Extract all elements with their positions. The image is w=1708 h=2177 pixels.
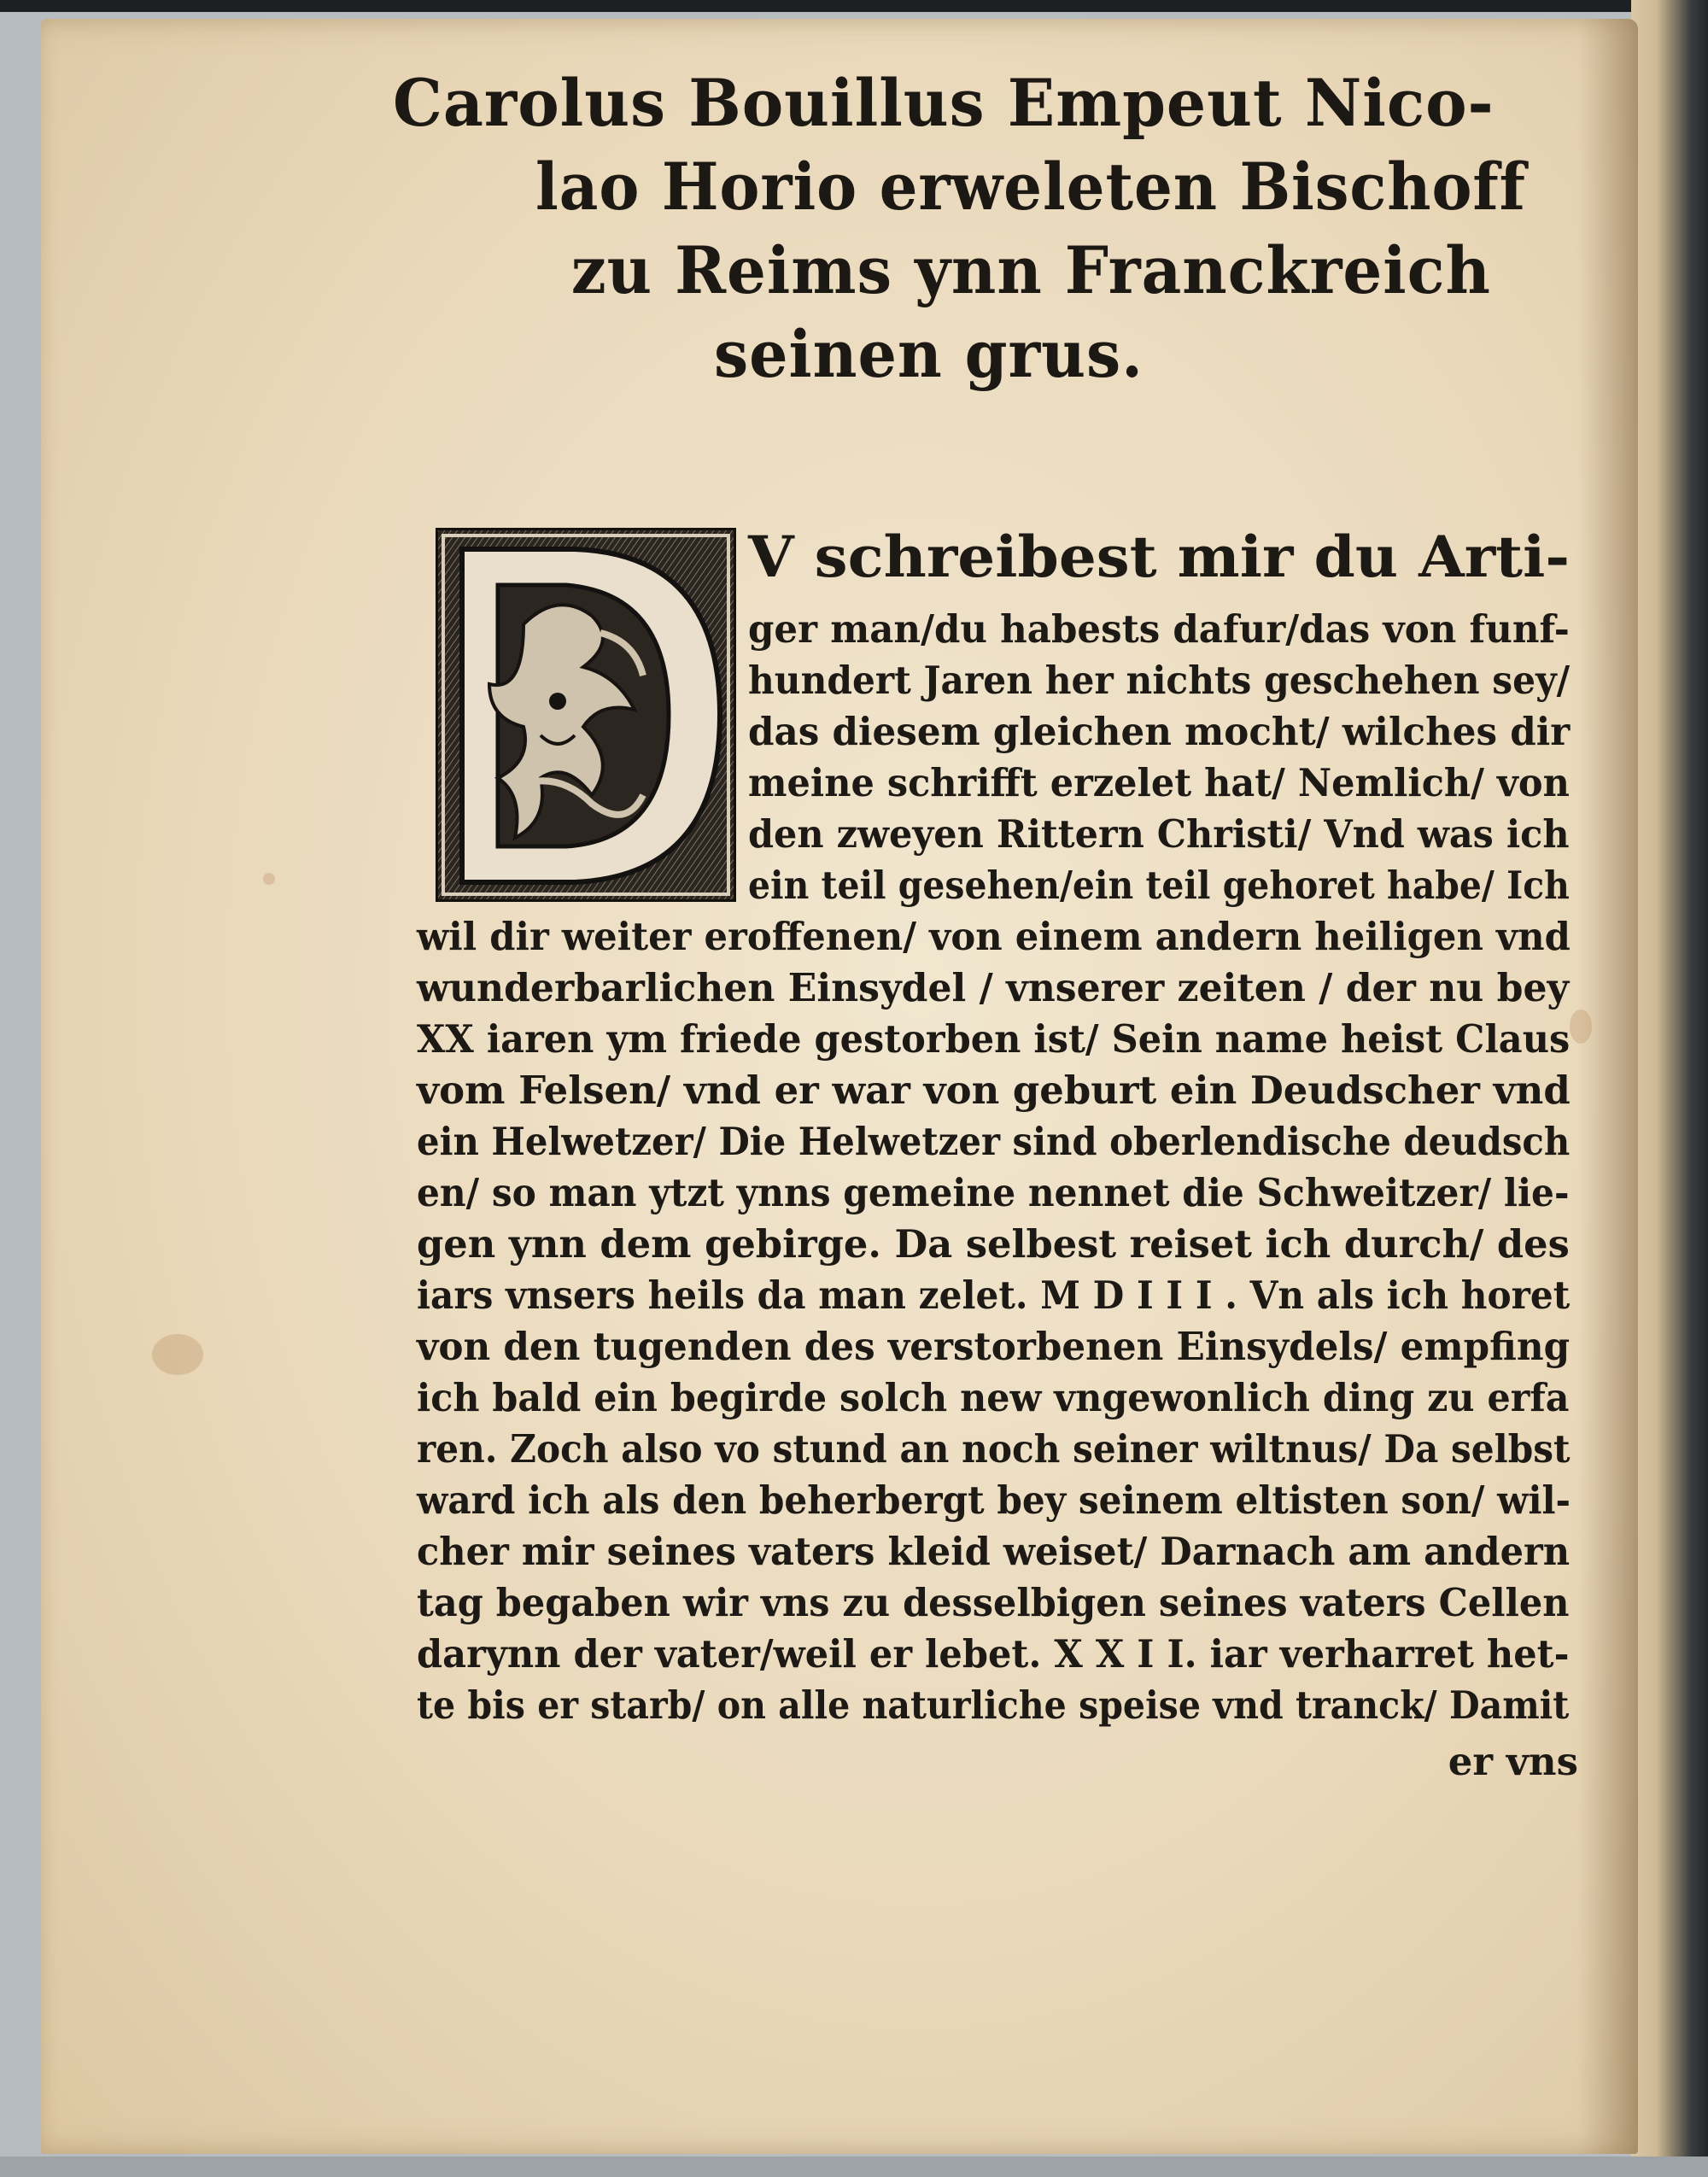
book-edge-right (1631, 0, 1708, 2177)
text-line: von den tugenden des verstorbenen Einsydels/ empfing (417, 1324, 1571, 1369)
text-line: ger man/du habests dafur/das von funf- (748, 606, 1570, 652)
text-line: ward ich als den beherbergt bey seinem eltisten son/ wil- (417, 1478, 1571, 1523)
text-line: den zweyen Rittern Christi/ Vnd was ich (748, 811, 1570, 857)
title-line-3: zu Reims ynn Franckreich (570, 232, 1491, 308)
text-line: meine schrifft erzelet hat/ Nemlich/ von (748, 760, 1570, 805)
text-line: ein Helwetzer/ Die Helwetzer sind oberlendische deudsch (417, 1119, 1571, 1164)
text-line: vom Felsen/ vnd er war von geburt ein Deudscher vnd (417, 1068, 1571, 1113)
text-line: wil dir weiter eroffenen/ von einem andern heiligen vnd (417, 914, 1571, 959)
book-edge-bottom (0, 2157, 1708, 2177)
title-line-4: seinen grus. (714, 316, 1144, 392)
text-line: en/ so man ytzt ynns gemeine nennet die Schweitzer/ lie- (417, 1170, 1570, 1215)
text-line: wunderbarlichen Einsydel / vnserer zeiten / der nu bey (417, 965, 1570, 1010)
text-line: XX iaren ym friede gestorben ist/ Sein name heist Claus (417, 1016, 1571, 1062)
woodcut-initial (436, 528, 736, 902)
paper-stain (152, 1334, 203, 1375)
paper-stain (263, 873, 275, 885)
text-line: ren. Zoch also vo stund an noch seiner wiltnus/ Da selbst (417, 1426, 1571, 1472)
text-line: hundert Jaren her nichts geschehen sey/ (748, 658, 1571, 703)
text-line: te bis er starb/ on alle naturliche speise vnd tranck/ Damit (417, 1682, 1570, 1728)
text-line: ein teil gesehen/ein teil gehoret habe/ Ich (748, 863, 1570, 908)
text-line: ich bald ein begirde solch new vngewonlich ding zu erfa (417, 1375, 1570, 1420)
text-line: iars vnsers heils da man zelet. M D I I I . Vn als ich horet (417, 1273, 1571, 1318)
text-line: tag begaben wir vns zu desselbigen seines vaters Cellen (417, 1580, 1570, 1625)
text-line: V schreibest mir du Arti- (748, 524, 1570, 590)
text-line: cher mir seines vaters kleid weiset/ Darnach am andern (417, 1529, 1571, 1574)
title-line-2: lao Horio erweleten Bischoff (535, 149, 1526, 225)
catchword: er vns (1448, 1739, 1578, 1784)
text-line: darynn der vater/weil er lebet. X X I I. iar verharret het- (417, 1631, 1570, 1677)
page-title (393, 61, 1588, 396)
text-line: gen ynn dem gebirge. Da selbest reiset ich durch/ des (417, 1221, 1570, 1267)
title-line-1: Carolus Bouillus Empeut Nico- (393, 65, 1494, 141)
woodcut-initial-d-image (438, 530, 734, 899)
book-edge-top (0, 0, 1708, 12)
text-line: das diesem gleichen mocht/ wilches dir (748, 709, 1571, 754)
paper-stain (1570, 1009, 1592, 1044)
